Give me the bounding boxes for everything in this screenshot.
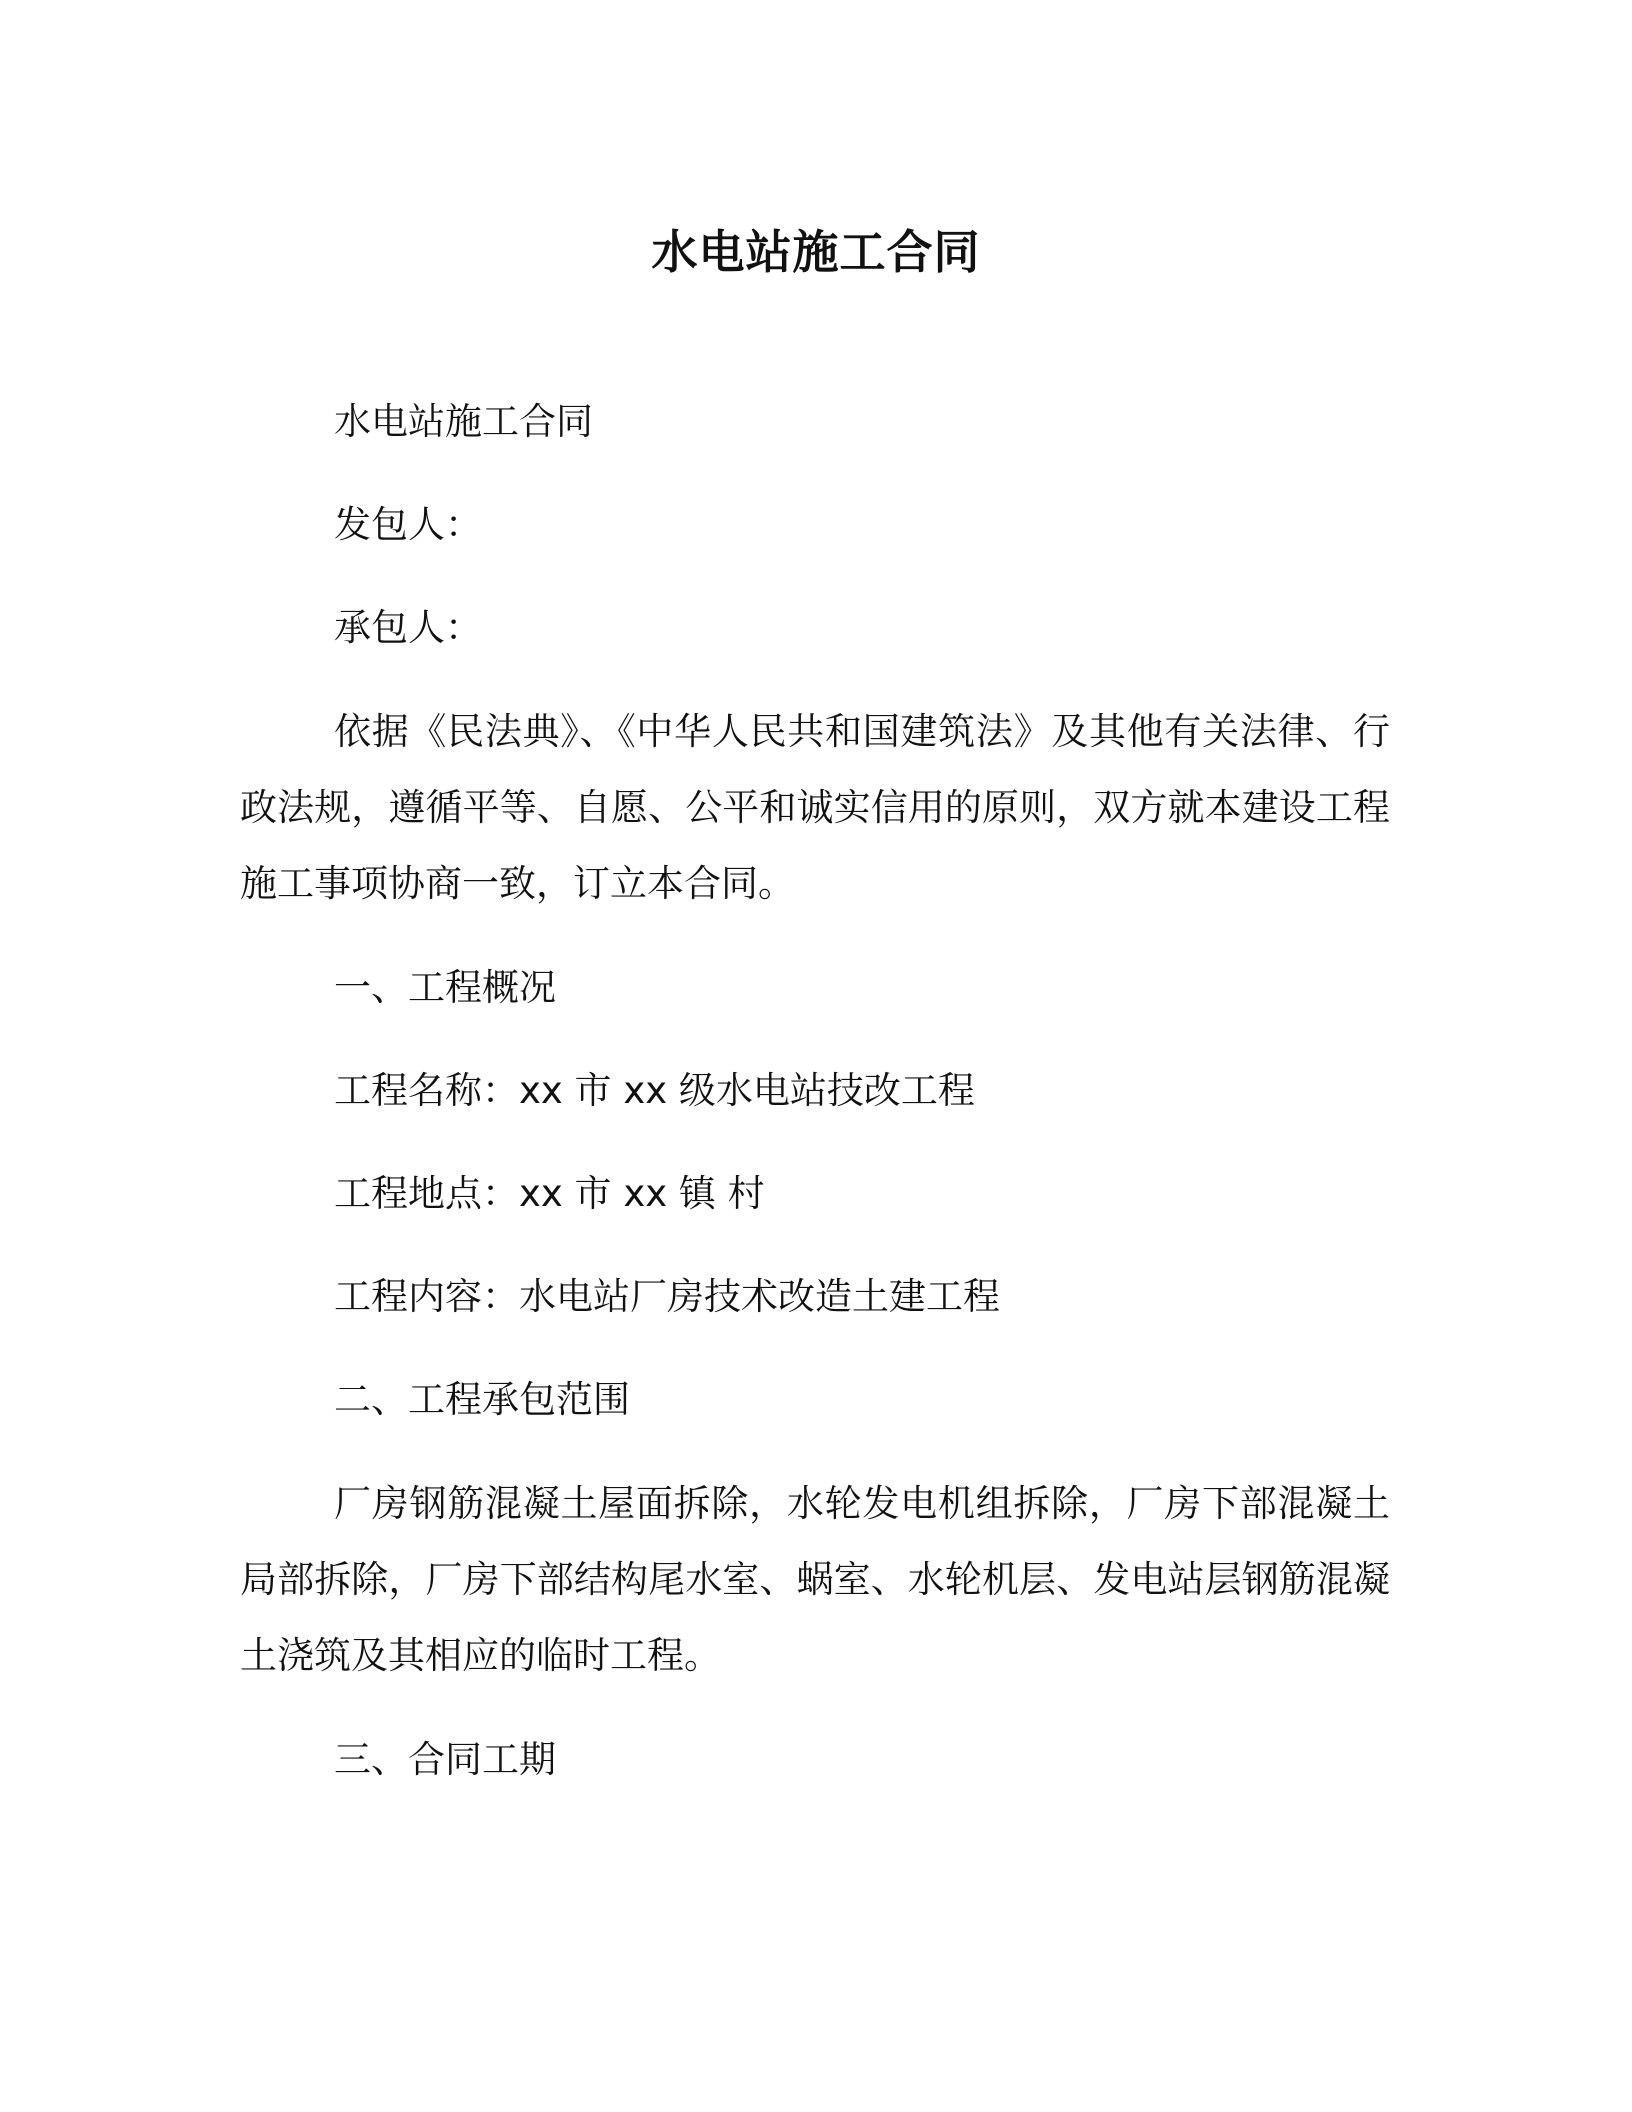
contract-name-line: 水电站施工合同 [334,400,593,443]
project-content-line: 工程内容：水电站厂房技术改造土建工程 [334,1275,1000,1318]
preamble-paragraph: 依据《民法典》、《中华人民共和国建筑法》及其他有关法律、行政法规，遵循平等、自愿、公平和诚实信用的原则，双方就本建设工程施工事项协商一致，订立本合同。 [240,710,1390,905]
section-2-heading: 二、工程承包范围 [334,1378,630,1421]
project-location-line: 工程地点：xx 市 xx 镇 村 [334,1172,765,1215]
scope-paragraph: 厂房钢筋混凝土屋面拆除，水轮发电机组拆除，厂房下部混凝土局部拆除，厂房下部结构尾水室、蜗室、水轮机层、发电站层钢筋混凝土浇筑及其相应的临时工程。 [240,1482,1390,1677]
employer-label: 发包人： [334,503,482,546]
section-1-heading: 一、工程概况 [334,966,556,1009]
contractor-label: 承包人： [334,606,482,649]
project-name-line: 工程名称：xx 市 xx 级水电站技改工程 [334,1069,975,1112]
document-title: 水电站施工合同 [651,225,981,279]
section-3-heading: 三、合同工期 [334,1738,556,1781]
